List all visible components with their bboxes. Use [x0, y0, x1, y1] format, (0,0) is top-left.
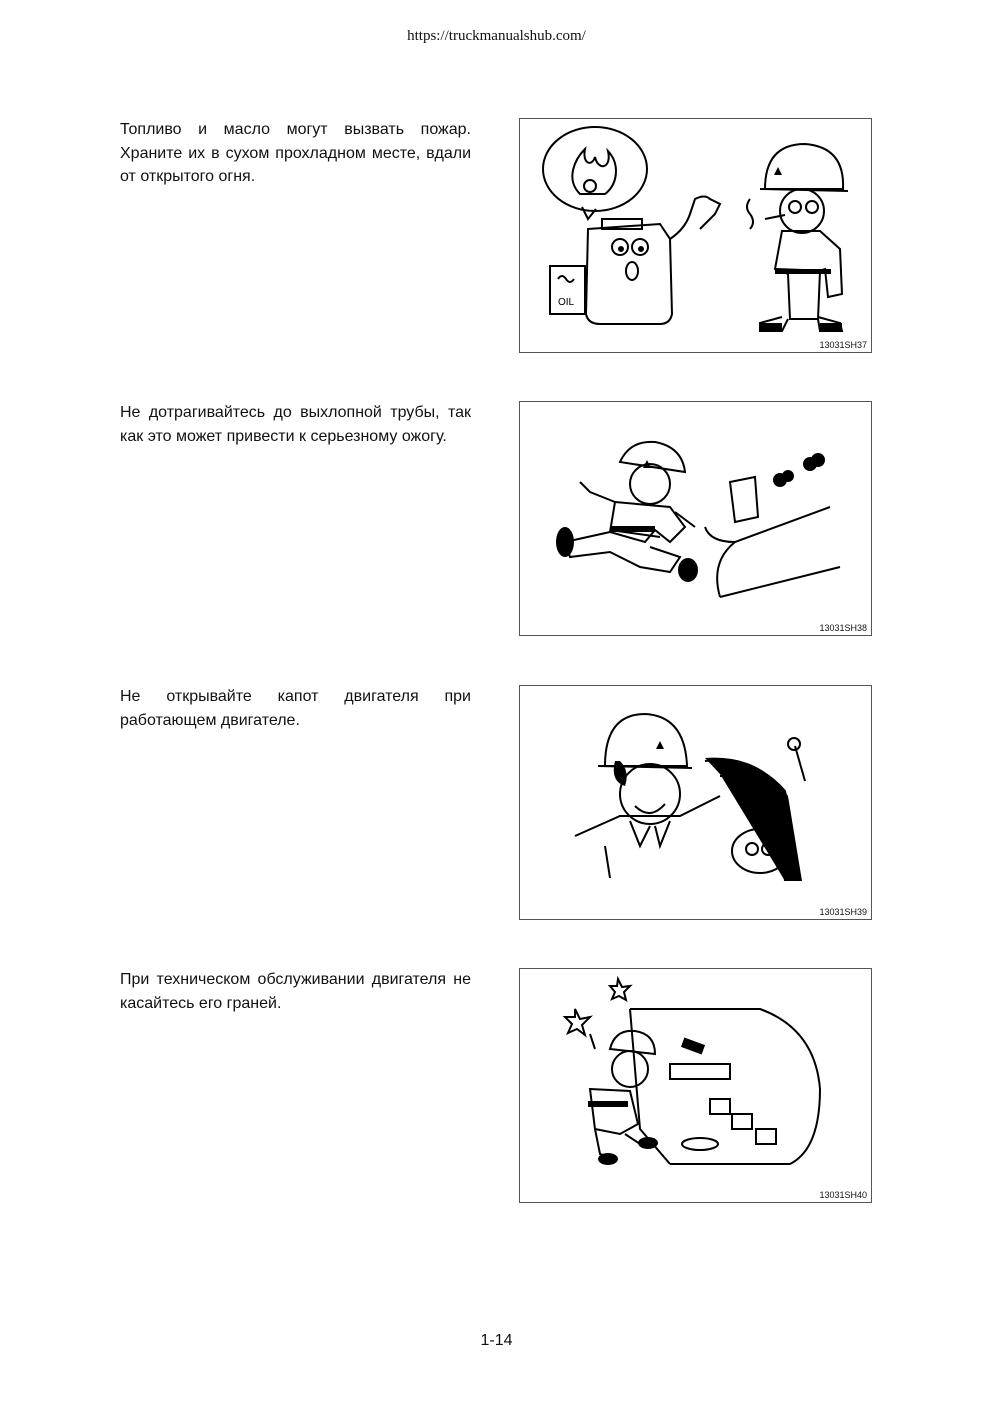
figure-code: 13031SH37 [819, 340, 867, 350]
page-number: 1-14 [480, 1332, 513, 1349]
oil-label: OIL [558, 297, 575, 308]
warning-section-fire [0, 118, 993, 358]
warning-section-exhaust [0, 401, 993, 641]
figure-code: 13031SH38 [819, 623, 867, 633]
warning-text: Топливо и масло могут вызвать пожар. Храните их в сухом прохладном месте, вдали от открытого огня. [120, 121, 471, 185]
illustration-fire [519, 118, 872, 353]
fire-fuel-illustration [520, 119, 871, 352]
warning-text: Не дотрагивайтесь до выхлопной трубы, так как это может привести к серьезному ожогу. [120, 404, 471, 445]
exhaust-burn-illustration [520, 402, 871, 635]
engine-fan-illustration [520, 686, 871, 919]
illustration-hood [519, 685, 872, 920]
warning-section-engine-edges [0, 968, 993, 1208]
figure-code: 13031SH39 [819, 907, 867, 917]
engine-compartment-illustration [520, 969, 871, 1202]
illustration-engine-edges [519, 968, 872, 1203]
illustration-exhaust [519, 401, 872, 636]
figure-code: 13031SH40 [819, 1190, 867, 1200]
warning-text: При техническом обслуживании двигателя не касайтесь его граней. [120, 971, 471, 1012]
source-url[interactable]: https://truckmanualshub.com/ [407, 28, 586, 44]
warning-text: Не открывайте капот двигателя при работающем двигателе. [120, 688, 471, 729]
warning-section-hood [0, 685, 993, 925]
